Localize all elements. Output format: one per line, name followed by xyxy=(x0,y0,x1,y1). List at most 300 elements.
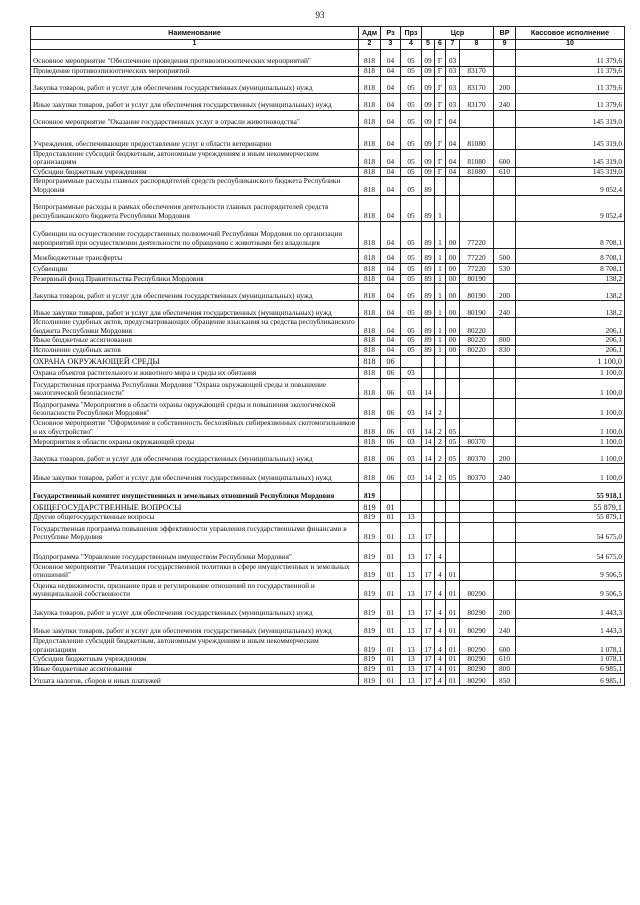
row-name: Закупка товаров, работ и услуг для обеспечения государственных (муниципальных) нужд xyxy=(31,76,359,93)
cell-vr xyxy=(494,355,516,367)
cell-csr-program: 17 xyxy=(422,636,435,654)
cell-prz: 13 xyxy=(401,542,422,562)
cell-csr-measure: 03 xyxy=(446,50,460,67)
cell-adm: 819 xyxy=(359,513,381,523)
cell-amount: 138,2 xyxy=(516,284,625,301)
table-row xyxy=(31,50,625,67)
cell-rz: 06 xyxy=(381,437,401,447)
cell-amount: 138,2 xyxy=(516,274,625,284)
table-row xyxy=(31,336,625,346)
cell-vr xyxy=(494,483,516,501)
table-row xyxy=(31,674,625,686)
cell-prz: 13 xyxy=(401,618,422,636)
cell-rz: 04 xyxy=(381,76,401,93)
cell-csr-program: 89 xyxy=(422,345,435,355)
cell-rz: 01 xyxy=(381,580,401,599)
cell-amount: 206,1 xyxy=(516,318,625,336)
cell-vr xyxy=(494,177,516,195)
cell-amount: 8 708,1 xyxy=(516,263,625,274)
row-name: Резервный фонд Правительства Республики Мордовия xyxy=(31,274,359,284)
cell-csr-measure: 04 xyxy=(446,127,460,149)
cell-prz: 03 xyxy=(401,398,422,418)
cell-rz: 04 xyxy=(381,195,401,221)
cell-rz: 04 xyxy=(381,284,401,301)
cell-csr-measure: 03 xyxy=(446,67,460,77)
cell-csr-subprogram: 1 xyxy=(435,301,446,318)
header-amount: Кассовое исполнение xyxy=(516,27,625,40)
cell-csr-subprogram: 2 xyxy=(435,464,446,483)
cell-prz: 03 xyxy=(401,367,422,378)
table-row xyxy=(31,263,625,274)
cell-rz: 06 xyxy=(381,418,401,436)
cell-csr-direction: 80290 xyxy=(460,664,494,674)
cell-prz: 13 xyxy=(401,664,422,674)
cell-csr-program: 09 xyxy=(422,76,435,93)
cell-vr xyxy=(494,437,516,447)
cell-vr: 240 xyxy=(494,301,516,318)
cell-csr-direction: 77220 xyxy=(460,221,494,248)
cell-vr: 200 xyxy=(494,447,516,464)
cell-vr: 610 xyxy=(494,655,516,665)
cell-prz: 05 xyxy=(401,195,422,221)
cell-csr-direction: 80190 xyxy=(460,284,494,301)
table-row xyxy=(31,274,625,284)
cell-csr-subprogram xyxy=(435,177,446,195)
cell-adm: 818 xyxy=(359,149,381,167)
column-number-row xyxy=(31,40,625,50)
cell-csr-measure xyxy=(446,483,460,501)
cell-vr: 240 xyxy=(494,464,516,483)
cell-adm: 818 xyxy=(359,318,381,336)
cell-prz: 13 xyxy=(401,522,422,542)
row-name: Государственная программа Республики Мордовия "Охрана окружающей среды и повышение экологической безопасности" xyxy=(31,378,359,398)
cell-rz: 06 xyxy=(381,464,401,483)
cell-csr-subprogram: 4 xyxy=(435,562,446,580)
row-name: Другие общегосударственные вопросы xyxy=(31,513,359,523)
cell-csr-subprogram xyxy=(435,513,446,523)
cell-adm: 818 xyxy=(359,464,381,483)
cell-vr: 600 xyxy=(494,636,516,654)
cell-adm: 818 xyxy=(359,221,381,248)
cell-vr xyxy=(494,274,516,284)
cell-adm: 818 xyxy=(359,447,381,464)
table-row xyxy=(31,418,625,436)
cell-csr-program: 14 xyxy=(422,418,435,436)
row-name: Подпрограмма "Управление государственным имуществом Республики Мордовия" xyxy=(31,542,359,562)
table-row xyxy=(31,522,625,542)
cell-vr: 200 xyxy=(494,599,516,618)
cell-vr xyxy=(494,542,516,562)
cell-prz: 13 xyxy=(401,562,422,580)
cell-csr-program: 14 xyxy=(422,398,435,418)
cell-csr-program: 89 xyxy=(422,177,435,195)
cell-adm: 818 xyxy=(359,355,381,367)
cell-rz: 04 xyxy=(381,93,401,110)
cell-csr-direction: 81080 xyxy=(460,127,494,149)
row-name: ОБЩЕГОСУДАРСТВЕННЫЕ ВОПРОСЫ xyxy=(31,501,359,513)
row-name: Межбюджетные трансферты xyxy=(31,248,359,263)
cell-vr xyxy=(494,562,516,580)
cell-csr-measure: 03 xyxy=(446,76,460,93)
table-row xyxy=(31,562,625,580)
cell-adm: 819 xyxy=(359,664,381,674)
cell-csr-measure: 01 xyxy=(446,562,460,580)
cell-csr-measure xyxy=(446,195,460,221)
cell-csr-direction: 77220 xyxy=(460,263,494,274)
table-row xyxy=(31,464,625,483)
cell-csr-program: 09 xyxy=(422,50,435,67)
cell-csr-subprogram: 1 xyxy=(435,221,446,248)
cell-rz: 06 xyxy=(381,367,401,378)
cell-csr-direction xyxy=(460,542,494,562)
cell-amount: 1 443,3 xyxy=(516,599,625,618)
table-row xyxy=(31,301,625,318)
cell-vr xyxy=(494,580,516,599)
cell-amount: 145 319,0 xyxy=(516,127,625,149)
table-row xyxy=(31,513,625,523)
cell-csr-program: 89 xyxy=(422,195,435,221)
cell-csr-measure: 01 xyxy=(446,664,460,674)
cell-csr-program: 14 xyxy=(422,464,435,483)
cell-rz: 04 xyxy=(381,274,401,284)
cell-rz: 06 xyxy=(381,378,401,398)
cell-amount: 11 379,6 xyxy=(516,93,625,110)
cell-csr-measure xyxy=(446,501,460,513)
cell-amount: 11 379,6 xyxy=(516,67,625,77)
cell-rz: 04 xyxy=(381,67,401,77)
cell-adm: 819 xyxy=(359,636,381,654)
table-row xyxy=(31,483,625,501)
cell-csr-subprogram xyxy=(435,501,446,513)
row-name: Основное мероприятие "Оказание государственных услуг в отрасли животноводства" xyxy=(31,110,359,127)
cell-amount: 1 100,0 xyxy=(516,355,625,367)
cell-csr-program: 89 xyxy=(422,263,435,274)
cell-csr-program: 09 xyxy=(422,93,435,110)
row-name: Непрограммные расходы главных распорядителей средств республиканского бюджета Республики Мордовия xyxy=(31,177,359,195)
column-number: 10 xyxy=(516,40,625,50)
cell-amount: 54 675,0 xyxy=(516,542,625,562)
cell-rz: 01 xyxy=(381,599,401,618)
cell-csr-direction: 80220 xyxy=(460,336,494,346)
cell-csr-measure: 00 xyxy=(446,274,460,284)
cell-rz: 04 xyxy=(381,50,401,67)
cell-csr-direction: 83170 xyxy=(460,76,494,93)
cell-prz: 05 xyxy=(401,110,422,127)
cell-csr-direction: 80220 xyxy=(460,345,494,355)
cell-vr xyxy=(494,195,516,221)
cell-amount: 8 708,1 xyxy=(516,248,625,263)
cell-adm: 818 xyxy=(359,93,381,110)
cell-amount: 9 506,5 xyxy=(516,562,625,580)
row-name: Подпрограмма "Мероприятия в области охраны окружающей среды и повышения экологической безопасности Республики Мордовия" xyxy=(31,398,359,418)
row-name: Уплата налогов, сборов и иных платежей xyxy=(31,674,359,686)
table-row xyxy=(31,378,625,398)
table-row xyxy=(31,599,625,618)
cell-csr-subprogram xyxy=(435,483,446,501)
cell-csr-subprogram xyxy=(435,378,446,398)
cell-csr-measure: 00 xyxy=(446,345,460,355)
row-name: Основное мероприятие "Оформление в собственность бесхозяйных сибиреязвенных скотомогильников и их обустройство" xyxy=(31,418,359,436)
cell-prz: 05 xyxy=(401,76,422,93)
cell-csr-subprogram: 4 xyxy=(435,636,446,654)
cell-amount: 55 879,1 xyxy=(516,513,625,523)
cell-csr-program: 89 xyxy=(422,318,435,336)
cell-prz: 03 xyxy=(401,418,422,436)
cell-adm: 818 xyxy=(359,418,381,436)
cell-csr-subprogram: 4 xyxy=(435,618,446,636)
cell-csr-subprogram: 1 xyxy=(435,336,446,346)
row-name: Основное мероприятие "Реализация государственной политики в сфере имущественных и земельных отношений" xyxy=(31,562,359,580)
cell-rz: 04 xyxy=(381,110,401,127)
cell-csr-program: 89 xyxy=(422,274,435,284)
cell-csr-program: 17 xyxy=(422,522,435,542)
cell-rz: 01 xyxy=(381,674,401,686)
cell-csr-subprogram: 1 xyxy=(435,195,446,221)
cell-csr-subprogram: 1 xyxy=(435,274,446,284)
cell-csr-measure xyxy=(446,355,460,367)
table-row xyxy=(31,664,625,674)
header-name: Наименование xyxy=(31,27,359,40)
cell-amount: 1 100,0 xyxy=(516,398,625,418)
cell-rz: 01 xyxy=(381,636,401,654)
budget-table xyxy=(30,26,625,686)
column-number: 9 xyxy=(494,40,516,50)
cell-csr-program xyxy=(422,501,435,513)
table-row xyxy=(31,318,625,336)
cell-csr-direction xyxy=(460,195,494,221)
cell-prz: 05 xyxy=(401,127,422,149)
table-row xyxy=(31,167,625,177)
cell-csr-direction: 80290 xyxy=(460,636,494,654)
cell-csr-direction xyxy=(460,110,494,127)
cell-vr xyxy=(494,522,516,542)
cell-amount: 6 985,1 xyxy=(516,664,625,674)
cell-vr xyxy=(494,67,516,77)
cell-csr-program xyxy=(422,483,435,501)
row-name: Иные закупки товаров, работ и услуг для обеспечения государственных (муниципальных) нужд xyxy=(31,93,359,110)
cell-csr-subprogram: 4 xyxy=(435,674,446,686)
cell-adm: 818 xyxy=(359,67,381,77)
cell-adm: 818 xyxy=(359,167,381,177)
cell-amount: 145 319,0 xyxy=(516,149,625,167)
cell-csr-program: 09 xyxy=(422,127,435,149)
table-row xyxy=(31,221,625,248)
cell-rz xyxy=(381,483,401,501)
cell-adm: 819 xyxy=(359,599,381,618)
cell-csr-subprogram: Г xyxy=(435,76,446,93)
table-row xyxy=(31,93,625,110)
table-row xyxy=(31,67,625,77)
row-name: Основное мероприятие "Обеспечение проведения противоэпизоотических мероприятий" xyxy=(31,50,359,67)
cell-csr-direction xyxy=(460,398,494,418)
cell-csr-direction: 83170 xyxy=(460,93,494,110)
cell-csr-direction: 80290 xyxy=(460,674,494,686)
header-vr: ВР xyxy=(494,27,516,40)
cell-csr-subprogram: 2 xyxy=(435,437,446,447)
cell-csr-subprogram: Г xyxy=(435,149,446,167)
cell-vr: 610 xyxy=(494,167,516,177)
cell-adm: 818 xyxy=(359,398,381,418)
cell-rz: 04 xyxy=(381,345,401,355)
row-name: Мероприятия в области охраны окружающей среды xyxy=(31,437,359,447)
cell-csr-subprogram: 1 xyxy=(435,263,446,274)
table-row xyxy=(31,580,625,599)
cell-csr-direction xyxy=(460,355,494,367)
row-name: Иные бюджетные ассигнования xyxy=(31,664,359,674)
table-row xyxy=(31,355,625,367)
cell-rz: 01 xyxy=(381,562,401,580)
cell-csr-measure: 01 xyxy=(446,618,460,636)
cell-vr: 240 xyxy=(494,93,516,110)
cell-csr-program: 89 xyxy=(422,248,435,263)
cell-prz: 13 xyxy=(401,599,422,618)
cell-csr-program: 89 xyxy=(422,221,435,248)
cell-prz: 05 xyxy=(401,177,422,195)
row-name: Иные закупки товаров, работ и услуг для обеспечения государственных (муниципальных) нужд xyxy=(31,618,359,636)
cell-prz: 05 xyxy=(401,221,422,248)
cell-vr: 800 xyxy=(494,664,516,674)
table-row xyxy=(31,195,625,221)
cell-adm: 818 xyxy=(359,248,381,263)
cell-csr-subprogram: 2 xyxy=(435,398,446,418)
cell-rz: 04 xyxy=(381,318,401,336)
row-name: Проведение противоэпизоотических мероприятий xyxy=(31,67,359,77)
cell-rz: 04 xyxy=(381,221,401,248)
table-row xyxy=(31,248,625,263)
cell-adm: 819 xyxy=(359,562,381,580)
cell-csr-direction: 77220 xyxy=(460,248,494,263)
cell-rz: 04 xyxy=(381,127,401,149)
cell-csr-program xyxy=(422,367,435,378)
cell-rz: 04 xyxy=(381,167,401,177)
cell-amount: 1 100,0 xyxy=(516,437,625,447)
table-row xyxy=(31,177,625,195)
cell-csr-subprogram: 4 xyxy=(435,580,446,599)
cell-adm: 818 xyxy=(359,301,381,318)
cell-csr-measure xyxy=(446,513,460,523)
cell-rz: 04 xyxy=(381,336,401,346)
column-number: 2 xyxy=(359,40,381,50)
cell-vr xyxy=(494,367,516,378)
cell-csr-measure: 05 xyxy=(446,437,460,447)
cell-vr xyxy=(494,127,516,149)
cell-csr-direction xyxy=(460,513,494,523)
cell-amount: 145 319,0 xyxy=(516,110,625,127)
cell-prz: 05 xyxy=(401,248,422,263)
cell-prz: 05 xyxy=(401,67,422,77)
cell-adm: 819 xyxy=(359,580,381,599)
cell-amount: 6 985,1 xyxy=(516,674,625,686)
cell-amount: 55 879,1 xyxy=(516,501,625,513)
cell-csr-measure: 00 xyxy=(446,301,460,318)
row-name: ОХРАНА ОКРУЖАЮЩЕЙ СРЕДЫ xyxy=(31,355,359,367)
row-name: Учреждения, обеспечивающие предоставление услуг в области ветеринарии xyxy=(31,127,359,149)
cell-adm: 818 xyxy=(359,378,381,398)
cell-prz: 05 xyxy=(401,284,422,301)
cell-csr-measure xyxy=(446,542,460,562)
row-name: Непрограммные расходы в рамках обеспечения деятельности главных распорядителей средств республиканского бюджета Республики Мордовия xyxy=(31,195,359,221)
column-number: 7 xyxy=(446,40,460,50)
cell-prz: 05 xyxy=(401,167,422,177)
cell-adm: 818 xyxy=(359,127,381,149)
cell-csr-program: 17 xyxy=(422,664,435,674)
cell-csr-measure: 00 xyxy=(446,263,460,274)
cell-csr-measure: 04 xyxy=(446,167,460,177)
column-number: 6 xyxy=(435,40,446,50)
table-row xyxy=(31,618,625,636)
cell-csr-measure: 01 xyxy=(446,599,460,618)
cell-amount: 1 100,0 xyxy=(516,367,625,378)
cell-csr-subprogram: Г xyxy=(435,67,446,77)
cell-csr-direction xyxy=(460,50,494,67)
cell-vr xyxy=(494,501,516,513)
cell-amount: 1 100,0 xyxy=(516,418,625,436)
cell-csr-measure: 00 xyxy=(446,248,460,263)
cell-prz xyxy=(401,483,422,501)
row-name: Субвенции xyxy=(31,263,359,274)
cell-vr: 200 xyxy=(494,76,516,93)
row-name: Исполнение судебных актов xyxy=(31,345,359,355)
cell-csr-direction: 81080 xyxy=(460,149,494,167)
cell-vr: 830 xyxy=(494,345,516,355)
cell-prz: 05 xyxy=(401,301,422,318)
cell-adm: 818 xyxy=(359,345,381,355)
cell-amount: 11 379,6 xyxy=(516,76,625,93)
cell-csr-direction: 80290 xyxy=(460,618,494,636)
cell-rz: 01 xyxy=(381,655,401,665)
cell-csr-direction xyxy=(460,522,494,542)
cell-adm: 818 xyxy=(359,110,381,127)
cell-csr-program: 17 xyxy=(422,542,435,562)
cell-csr-measure: 03 xyxy=(446,93,460,110)
cell-prz: 05 xyxy=(401,263,422,274)
cell-adm: 818 xyxy=(359,195,381,221)
header-adm: Адм xyxy=(359,27,381,40)
cell-rz: 01 xyxy=(381,501,401,513)
cell-csr-program: 09 xyxy=(422,110,435,127)
cell-amount: 1 078,1 xyxy=(516,655,625,665)
cell-prz: 05 xyxy=(401,345,422,355)
cell-csr-direction xyxy=(460,418,494,436)
cell-csr-measure: 04 xyxy=(446,149,460,167)
row-name: Иные закупки товаров, работ и услуг для обеспечения государственных (муниципальных) нужд xyxy=(31,301,359,318)
cell-adm: 818 xyxy=(359,50,381,67)
cell-csr-subprogram: 4 xyxy=(435,664,446,674)
cell-amount: 9 052,4 xyxy=(516,195,625,221)
cell-prz: 13 xyxy=(401,674,422,686)
cell-csr-program: 17 xyxy=(422,674,435,686)
cell-amount: 54 675,0 xyxy=(516,522,625,542)
cell-amount: 138,2 xyxy=(516,301,625,318)
cell-csr-subprogram: 2 xyxy=(435,447,446,464)
cell-adm: 818 xyxy=(359,263,381,274)
cell-rz: 01 xyxy=(381,522,401,542)
cell-prz: 03 xyxy=(401,464,422,483)
cell-csr-program: 14 xyxy=(422,447,435,464)
cell-csr-measure: 05 xyxy=(446,464,460,483)
cell-csr-direction: 80190 xyxy=(460,301,494,318)
cell-rz: 01 xyxy=(381,513,401,523)
cell-csr-program: 09 xyxy=(422,149,435,167)
cell-prz: 05 xyxy=(401,336,422,346)
cell-vr xyxy=(494,221,516,248)
row-name: Оценка недвижимости, признание прав и регулирование отношений по государственной и муниципальной собственности xyxy=(31,580,359,599)
cell-adm: 818 xyxy=(359,367,381,378)
table-row xyxy=(31,345,625,355)
column-number: 3 xyxy=(381,40,401,50)
column-number: 1 xyxy=(31,40,359,50)
cell-csr-program: 17 xyxy=(422,599,435,618)
